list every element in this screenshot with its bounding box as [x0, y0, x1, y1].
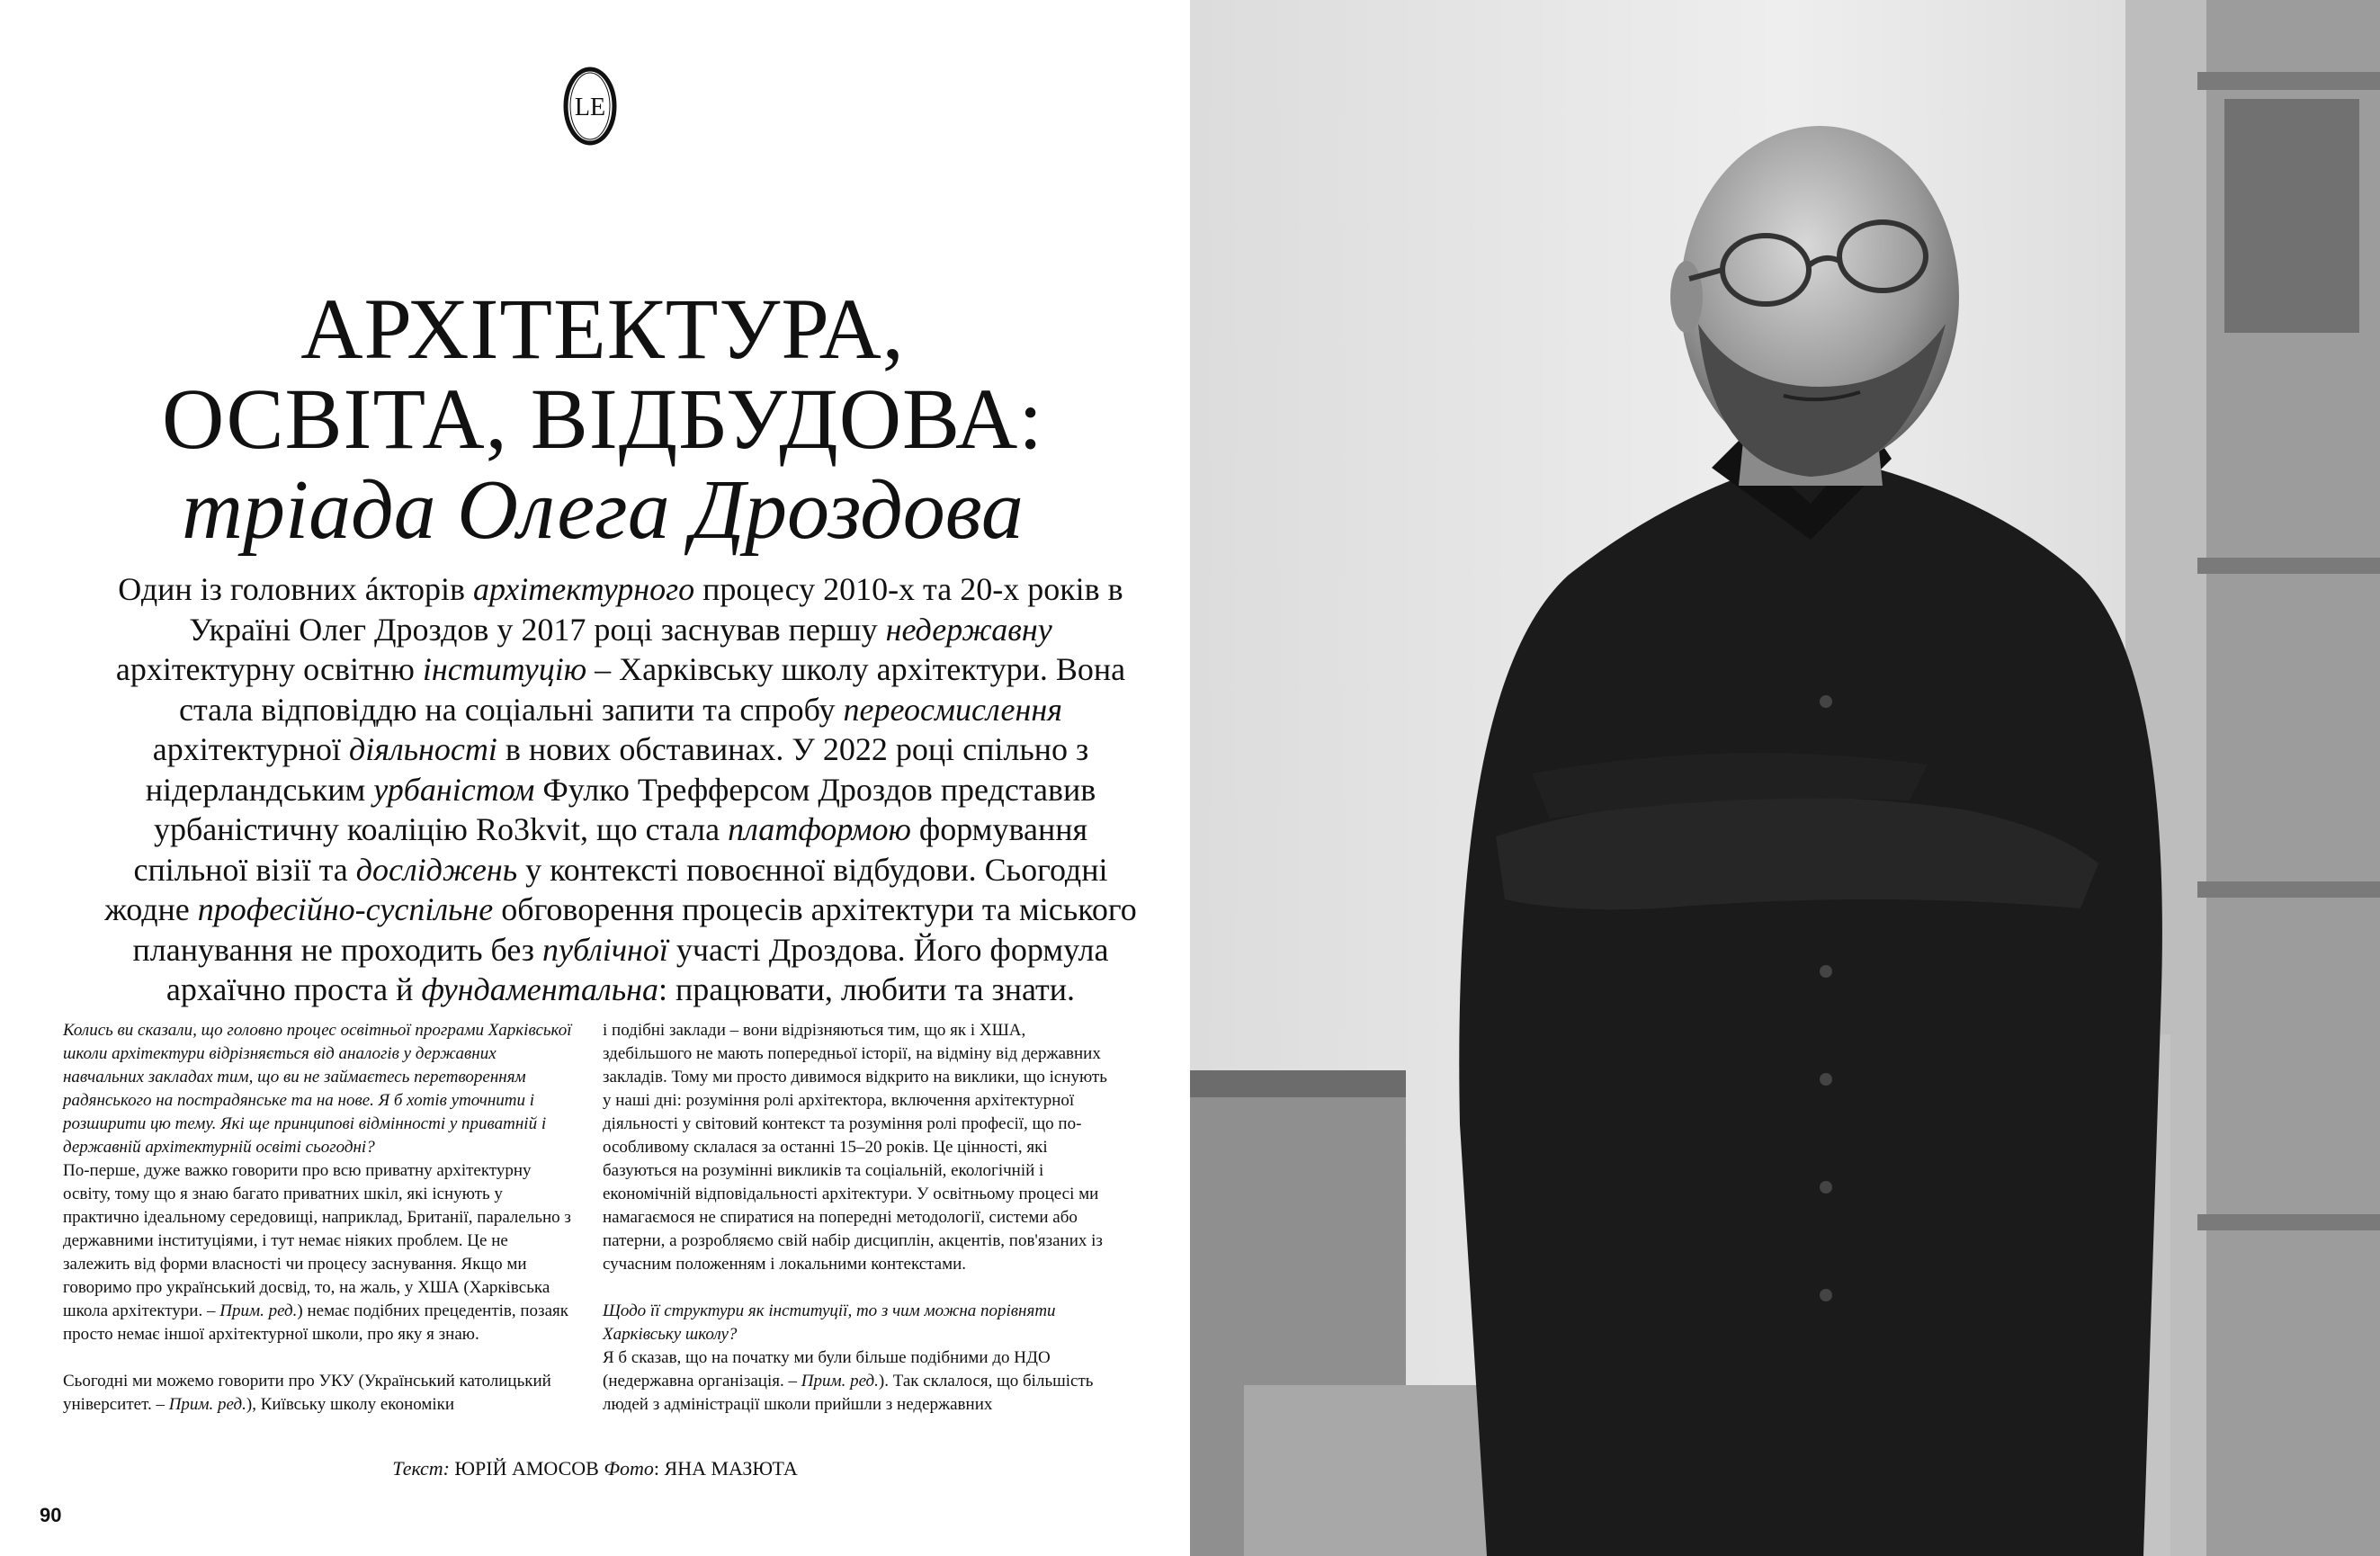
answer-1-continued — [63, 1370, 576, 1417]
lead-segment: формування спільної візії та — [133, 811, 1088, 888]
lead-segment: обговорення процесів архітектури та міського планування не проходить без — [132, 891, 1137, 968]
question-2: Щодо її структури як інституції, то з чим можна порівняти Харківську школу? — [603, 1301, 1056, 1344]
page-number: 90 — [40, 1504, 62, 1526]
question-1: Колись ви сказали, що головно процес освітньої програми Харківської школи архітектури відрізняється від аналогів у державних навчальних закладах тим, що ви не займаєтесь перетворенням радянського на пострадянське та на нове. Я б хотів уточнити і розширити цю тему. Які ще принципові відмінності у приватній і державній архітектурній освіті сьогодні? — [63, 1021, 572, 1157]
lead-segment: Фулко Трефферсом Дроздов представив урбаністичну коаліцію Ro3kvit, що стала — [153, 771, 1096, 847]
lead-segment: урбаністом — [373, 771, 535, 808]
answer-1 — [63, 1159, 576, 1346]
answer-1b-segment: ), Київську школу економіки — [246, 1395, 455, 1414]
answer-1b-segment: Сьогодні ми можемо говорити про УКУ (Український католицький університет. – — [63, 1372, 551, 1414]
title-line-2: ОСВІТА, ВІДБУДОВА: — [161, 371, 1043, 467]
lead-segment: участі Дроздова. Його формула архаїчно проста й — [166, 931, 1109, 1007]
shirt — [1459, 468, 2162, 1556]
body-column-right — [603, 1019, 1115, 1417]
lead-segment: фундаментальна — [421, 971, 658, 1007]
answer-1-end: і подібні заклади – вони відрізняються тим, що як і ХША, здебільшого не мають попередньої історії, на відміну від державних закладів. Тому ми просто дивимося відкрито на виклики, що існують у наші дні: розуміння ролі архітектора, включення архітектурної діяльності у світовий контекст та розуміння ролі професії, що по-особливому склалася за останні 15–20 років. Це цінності, які базуються на розумінні викликів та соціальній, екологічній і економічній відповідальності архітектури. У освітньому процесі ми намагаємося не спиратися на попередні методології, системи або патерни, а розробляємо свій набір дисциплін, акцентів, пов'язаних із сучасним положенням і локальними контекстами. — [603, 1021, 1107, 1274]
credit-photographer: ЯНА МАЗЮТА — [664, 1457, 798, 1480]
portrait-photo — [1190, 0, 2380, 1556]
credit-text-label: Текст: — [392, 1457, 450, 1480]
credit-photo-label: Фото — [604, 1457, 654, 1480]
lead-segment: Один із головних áкторів — [118, 571, 474, 607]
answer-2-segment: Я б сказав, що на початку ми були більше подібними до НДО (недержавна організація. – — [603, 1348, 1051, 1391]
lead-segment: архітектурного — [473, 571, 695, 607]
answer-2-segment: Прим. ред. — [801, 1372, 879, 1391]
logo-icon — [561, 65, 619, 148]
svg-text:LE: LE — [574, 94, 606, 121]
lead-segment: платформою — [728, 811, 911, 847]
title-subtitle: тріада Олега Дроздова — [182, 463, 1024, 557]
answer-1-segment: По-перше, дуже важко говорити про всю приватну архітектурну освіту, тому що я знаю багато приватних шкіл, які існують у практично ідеальному середовищі, наприклад, Британії, паралельно з державними інституціями, і тут немає ніяких проблем. Це не залежить від форми власності чи процесу заснування. Якщо ми говоримо про український досвід, то, на жаль, у ХША (Харківська школа архітектури. – — [63, 1161, 571, 1320]
title-line-1: АРХІТЕКТУРА, — [300, 281, 905, 377]
lead-segment: професійно-суспільне — [197, 891, 494, 927]
lead-segment: у контексті повоєнної відбудови. Сьогодні жодне — [104, 851, 1108, 927]
answer-2-segment: ). Так склалося, що більшість людей з адміністрації школи прийшли з недержавних — [603, 1372, 1094, 1414]
answer-2 — [603, 1346, 1115, 1417]
lead-segment: архітектурну освітню — [115, 651, 423, 687]
lead-segment: процесу 2010-х та 20-х років в Україні Олег Дроздов у 2017 році заснував першу — [189, 571, 1123, 648]
lead-segment: – Харківську школу архітектури. Вона стала відповіддю на соціальні запити та спробу — [179, 651, 1126, 728]
right-page-photo — [1190, 0, 2380, 1556]
lead-segment: інституцію — [422, 651, 587, 687]
credits: Текст: ЮРІЙ АМОСОВ Фото: ЯНА МАЗЮТА — [392, 1457, 798, 1480]
lead-segment: : працювати, любити та знати. — [658, 971, 1076, 1007]
lead-segment: недержавну — [885, 611, 1052, 648]
body-column-left — [63, 1019, 576, 1417]
lead-segment: архітектурної — [152, 731, 349, 767]
lead-paragraph — [99, 569, 1142, 1010]
answer-1-segment: Прим. ред. — [219, 1301, 298, 1320]
answer-1-segment: ) немає подібних прецедентів, позаяк просто немає іншої архітектурної школи, про яку я знаю. — [63, 1301, 568, 1344]
lead-segment: в нових обставинах. У 2022 році спільно з нідерландським — [145, 731, 1089, 808]
lead-segment: переосмислення — [843, 691, 1062, 728]
lead-segment: діяльності — [349, 731, 497, 767]
answer-1b-segment: Прим. ред. — [168, 1395, 246, 1414]
magazine-logo — [561, 65, 619, 148]
lead-segment: досліджень — [355, 851, 518, 888]
credit-author: ЮРІЙ АМОСОВ — [454, 1457, 599, 1480]
lead-segment: публічної — [542, 931, 668, 968]
